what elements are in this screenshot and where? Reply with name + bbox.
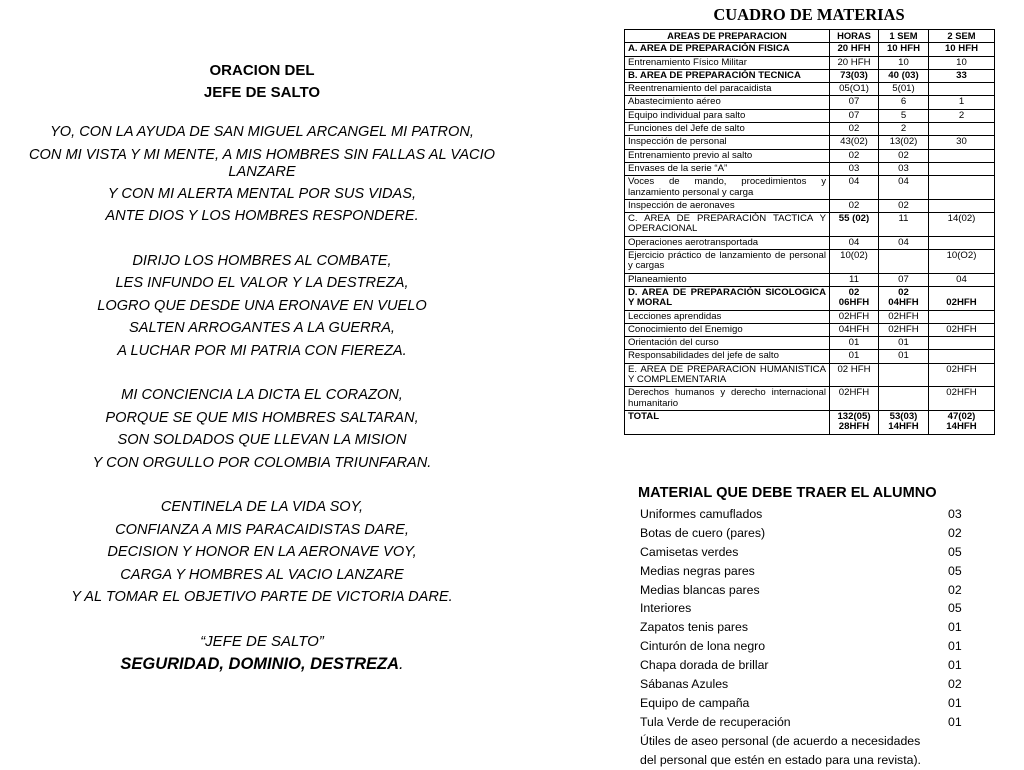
sem2-cell (929, 236, 995, 249)
prayer-line: Y AL TOMAR EL OBJETIVO PARTE DE VICTORIA DARE. (71, 589, 453, 605)
sem2-cell: 10(O2) (929, 250, 995, 274)
sem1-cell (879, 387, 929, 411)
area-cell: Reentrenamiento del paracaidista (625, 83, 830, 96)
horas-cell: 11 (830, 273, 879, 286)
sem2-cell: 02HFH (929, 363, 995, 387)
sem2-cell (929, 310, 995, 323)
area-cell: TOTAL (625, 410, 830, 434)
prayer-line: Y CON MI ALERTA MENTAL POR SUS VIDAS, (107, 185, 417, 202)
prayer-line: CENTINELA DE LA VIDA SOY, (160, 499, 364, 515)
sem1-cell: 5(01) (879, 83, 929, 96)
list-item (640, 618, 980, 637)
table-row (625, 236, 995, 249)
list-item (640, 505, 980, 524)
list-item (640, 675, 980, 694)
material-qty: 03 (948, 507, 962, 521)
material-name: Medias negras pares (640, 563, 755, 578)
table-row (625, 69, 995, 82)
sem2-cell (929, 162, 995, 175)
material-qty: 01 (948, 695, 962, 710)
horas-cell: 07 (830, 96, 879, 109)
material-name: Tula Verde de recuperación (640, 714, 791, 729)
area-cell: Equipo individual para salto (625, 109, 830, 122)
sem2-cell: 1 (929, 96, 995, 109)
prayer-stanza-2 (12, 250, 512, 363)
prayer-line: MI CONCIENCIA LA DICTA EL CORAZON, (121, 387, 403, 403)
material-qty: 01 (948, 714, 962, 729)
prayer-line: DIRIJO LOS HOMBRES AL COMBATE, (132, 252, 392, 269)
column-header-sem1: 1 SEM (879, 30, 929, 43)
sem1-cell: 13(02) (879, 136, 929, 149)
area-cell: E. AREA DE PREPARACION HUMANISTICA Y COMPLEMENTARIA (625, 363, 830, 387)
prayer-title-line2: JEFE DE SALTO (203, 84, 321, 101)
sem2-cell (929, 83, 995, 96)
material-name: Medias blancas pares (640, 582, 760, 597)
material-qty: 05 (948, 601, 962, 616)
prayer-line: CON MI VISTA Y MI MENTE, A MIS HOMBRES SIN FALLAS AL VACIO LANZARE (28, 146, 496, 180)
material-qty: 02 (948, 525, 962, 540)
sem2-cell: 10 HFH (929, 43, 995, 56)
subjects-table (624, 29, 995, 435)
material-name: Chapa dorada de brillar (640, 658, 769, 673)
prayer-line: YO, CON LA AYUDA DE SAN MIGUEL ARCANGEL MI PATRON, (50, 124, 474, 140)
material-name: Zapatos tenis pares (640, 620, 749, 635)
sem2-cell (929, 149, 995, 162)
table-row (625, 273, 995, 286)
horas-cell: 02 (830, 123, 879, 136)
sem1-cell: 02HFH (879, 310, 929, 323)
area-cell: B. AREA DE PREPARACIÓN TECNICA (625, 69, 830, 82)
table-row (625, 199, 995, 212)
list-item (640, 637, 980, 656)
prayer-line: DECISION Y HONOR EN LA AERONAVE VOY, (107, 544, 417, 560)
sem2-cell: 02HFH (929, 286, 995, 310)
prayer-stanza-4 (12, 496, 512, 609)
sem2-cell: 30 (929, 136, 995, 149)
sem1-cell: 01 (879, 337, 929, 350)
sem1-cell: 04 (879, 176, 929, 200)
prayer-motto (12, 653, 512, 675)
column-header-horas: HORAS (830, 30, 879, 43)
sem1-cell (879, 363, 929, 387)
table-row (625, 123, 995, 136)
list-item (640, 524, 980, 543)
table-row (625, 286, 995, 310)
horas-cell: 03 (830, 162, 879, 175)
material-name: Sábanas Azules (640, 677, 729, 692)
prayer-line: SON SOLDADOS QUE LLEVAN LA MISION (117, 432, 407, 448)
prayer-motto-end: . (399, 655, 404, 673)
area-cell: Ejercicio práctico de lanzamiento de personal y cargas (625, 250, 830, 274)
sem2-cell: 02HFH (929, 323, 995, 336)
sem2-cell (929, 337, 995, 350)
table-row (625, 387, 995, 411)
area-cell: Responsabilidades del jefe de salto (625, 350, 830, 363)
table-row (625, 323, 995, 336)
area-cell: Inspección de personal (625, 136, 830, 149)
horas-cell: 04HFH (830, 323, 879, 336)
prayer-line: LOGRO QUE DESDE UNA ERONAVE EN VUELO (97, 297, 427, 314)
table-row (625, 162, 995, 175)
horas-cell: 02 HFH (830, 363, 879, 387)
area-cell: C. AREA DE PREPARACIÓN TACTICA Y OPERACIONAL (625, 213, 830, 237)
sem1-cell: 5 (879, 109, 929, 122)
prayer-line: PORQUE SE QUE MIS HOMBRES SALTARAN, (105, 409, 419, 426)
prayer-line: CARGA Y HOMBRES AL VACIO LANZARE (120, 566, 404, 583)
horas-cell: 43(02) (830, 136, 879, 149)
area-cell: A. AREA DE PREPARACIÓN FISICA (625, 43, 830, 56)
list-item (640, 562, 980, 581)
material-name: Cinturón de lona negro (640, 639, 766, 654)
table-row (625, 363, 995, 387)
prayer-line: A LUCHAR POR MI PATRIA CON FIEREZA. (117, 342, 407, 359)
horas-cell: 10(02) (830, 250, 879, 274)
sem1-cell: 02HFH (879, 323, 929, 336)
prayer-line: CONFIANZA A MIS PARACAIDISTAS DARE, (115, 521, 409, 538)
sem2-cell (929, 350, 995, 363)
sem1-cell: 11 (879, 213, 929, 237)
prayer-line: Y CON ORGULLO POR COLOMBIA TRIUNFARAN. (92, 454, 432, 471)
horas-cell: 01 (830, 350, 879, 363)
sem2-cell: 33 (929, 69, 995, 82)
material-name: Equipo de campaña (640, 695, 750, 710)
horas-cell: 02 (830, 149, 879, 162)
sem1-cell: 04 (879, 236, 929, 249)
materials-title: MATERIAL QUE DEBE TRAER EL ALUMNO (638, 485, 937, 501)
sem1-cell: 10 HFH (879, 43, 929, 56)
cuadro-title: CUADRO DE MATERIAS (713, 5, 905, 24)
area-cell: Operaciones aerotransportada (625, 236, 830, 249)
sem2-cell: 10 (929, 56, 995, 69)
sem2-cell (929, 199, 995, 212)
sem1-cell: 01 (879, 350, 929, 363)
materials-note: Útiles de aseo personal (de acuerdo a necesidades del personal que estén en estado para una revista). (640, 733, 921, 767)
area-cell: Lecciones aprendidas (625, 310, 830, 323)
prayer-closing: “JEFE DE SALTO” (200, 632, 324, 650)
sem1-cell: 2 (879, 123, 929, 136)
area-cell: Entrenamiento Físico Militar (625, 56, 830, 69)
table-row (625, 337, 995, 350)
materials-list (640, 505, 980, 770)
material-name: Interiores (640, 601, 692, 616)
sem2-cell (929, 176, 995, 200)
sem1-cell (879, 250, 929, 274)
sem1-cell: 02 04HFH (879, 286, 929, 310)
area-cell: Entrenamiento previo al salto (625, 149, 830, 162)
area-cell: Planeamiento (625, 273, 830, 286)
column-header-sem2: 2 SEM (929, 30, 995, 43)
sem2-cell: 14(02) (929, 213, 995, 237)
sem2-cell: 47(02) 14HFH (929, 410, 995, 434)
horas-cell: 01 (830, 337, 879, 350)
prayer-stanza-1 (12, 121, 512, 228)
list-item (640, 543, 980, 562)
horas-cell: 04 (830, 176, 879, 200)
area-cell: Funciones del Jefe de salto (625, 123, 830, 136)
horas-cell: 20 HFH (830, 56, 879, 69)
sem2-cell: 02HFH (929, 387, 995, 411)
subjects-table-body (625, 43, 995, 434)
prayer-line: LES INFUNDO EL VALOR Y LA DESTREZA, (115, 275, 409, 291)
table-row (625, 83, 995, 96)
material-qty: 01 (948, 639, 962, 654)
horas-cell: 20 HFH (830, 43, 879, 56)
horas-cell: 132(05) 28HFH (830, 410, 879, 434)
area-cell: Envases de la serie “A” (625, 162, 830, 175)
material-name: Camisetas verdes (640, 544, 739, 559)
list-item (640, 599, 980, 618)
sem1-cell: 07 (879, 273, 929, 286)
table-row (625, 176, 995, 200)
area-cell: D. AREA DE PREPARACIÓN SICOLOGICA Y MORAL (625, 286, 830, 310)
sem1-cell: 03 (879, 162, 929, 175)
area-cell: Abastecimiento aéreo (625, 96, 830, 109)
table-total-row (625, 410, 995, 434)
horas-cell: 05(O1) (830, 83, 879, 96)
area-cell: Conocimiento del Enemigo (625, 323, 830, 336)
sem2-cell (929, 123, 995, 136)
prayer-motto-text: SEGURIDAD, DOMINIO, DESTREZA (120, 655, 400, 673)
sem1-cell: 02 (879, 149, 929, 162)
prayer-line: SALTEN ARROGANTES A LA GUERRA, (129, 320, 395, 336)
material-qty: 01 (948, 620, 962, 635)
prayer-title-line1: ORACION DEL (209, 62, 315, 79)
list-item (640, 656, 980, 675)
sem2-cell: 2 (929, 109, 995, 122)
sem1-cell: 10 (879, 56, 929, 69)
material-qty: 01 (948, 658, 962, 673)
table-row (625, 96, 995, 109)
table-row (625, 250, 995, 274)
area-cell: Voces de mando, procedimientos y lanzamiento personal y carga (625, 176, 830, 200)
material-qty: 02 (948, 677, 962, 692)
table-row (625, 136, 995, 149)
prayer-section (12, 60, 512, 675)
list-item (640, 581, 980, 600)
table-row (625, 310, 995, 323)
horas-cell: 07 (830, 109, 879, 122)
sem1-cell: 53(03) 14HFH (879, 410, 929, 434)
table-row (625, 350, 995, 363)
table-row (625, 56, 995, 69)
area-cell: Inspección de aeronaves (625, 199, 830, 212)
list-item (640, 694, 980, 713)
table-row (625, 149, 995, 162)
list-item (640, 713, 980, 732)
sem1-cell: 40 (03) (879, 69, 929, 82)
horas-cell: 04 (830, 236, 879, 249)
sem1-cell: 6 (879, 96, 929, 109)
horas-cell: 02HFH (830, 310, 879, 323)
horas-cell: 73(03) (830, 69, 879, 82)
material-qty: 02 (948, 582, 962, 597)
material-qty: 05 (948, 544, 962, 559)
table-row (625, 213, 995, 237)
horas-cell: 02 06HFH (830, 286, 879, 310)
sem1-cell: 02 (879, 199, 929, 212)
horas-cell: 02HFH (830, 387, 879, 411)
horas-cell: 55 (02) (830, 213, 879, 237)
prayer-line: ANTE DIOS Y LOS HOMBRES RESPONDERE. (105, 208, 419, 224)
area-cell: Derechos humanos y derecho internacional humanitario (625, 387, 830, 411)
horas-cell: 02 (830, 199, 879, 212)
material-name: Uniformes camuflados (640, 507, 763, 521)
column-header-areas: AREAS DE PREPARACION (625, 30, 830, 43)
material-qty: 05 (948, 563, 962, 578)
area-cell: Orientación del curso (625, 337, 830, 350)
sem2-cell: 04 (929, 273, 995, 286)
material-name: Botas de cuero (pares) (640, 525, 766, 540)
prayer-stanza-3 (12, 384, 512, 474)
table-header-row (625, 30, 995, 43)
table-row (625, 109, 995, 122)
table-row (625, 43, 995, 56)
